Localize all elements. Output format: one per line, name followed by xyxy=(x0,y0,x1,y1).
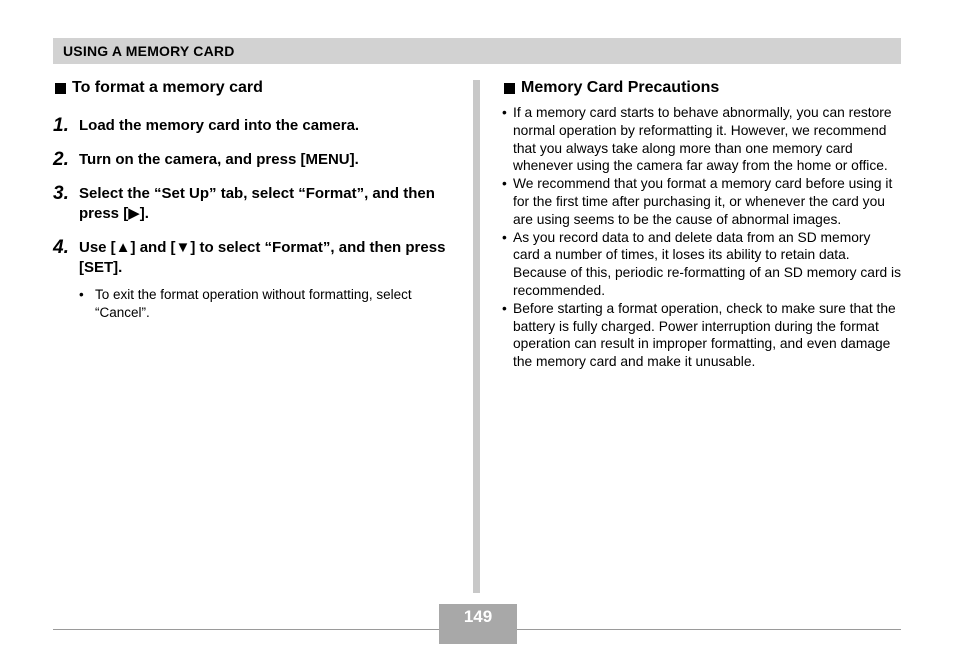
section-header-title: USING A MEMORY CARD xyxy=(63,43,235,59)
column-divider xyxy=(473,80,480,593)
step-text: Turn on the camera, and press [MENU]. xyxy=(79,151,359,168)
page-number-box xyxy=(439,604,517,644)
precautions-section-title xyxy=(502,78,902,98)
step-text: Select the “Set Up” tab, select “Format”, and then press [▶]. xyxy=(79,185,435,222)
step-item xyxy=(53,116,453,136)
precautions-section-title-text: Memory Card Precautions xyxy=(521,79,720,96)
page-number-tab xyxy=(439,629,517,644)
list-item-text: As you record data to and delete data from an SD memory card a number of times, it loses its ability to retain data. Because of this, periodic re-formatting of an SD memory card is recommended. xyxy=(513,229,902,298)
page-number: 149 xyxy=(439,604,517,629)
section-header-bar xyxy=(53,38,901,64)
list-item xyxy=(502,175,902,228)
precautions-column xyxy=(502,78,902,371)
step-number: 1. xyxy=(53,115,69,136)
format-steps xyxy=(53,116,453,322)
format-section-title xyxy=(53,78,453,98)
list-item-text: We recommend that you format a memory card before using it for the first time after purchasing it, or whenever the card you are using seems to be the cause of abnormal images. xyxy=(513,176,893,227)
square-bullet-icon xyxy=(504,83,515,94)
step-number: 4. xyxy=(53,237,69,258)
cancel-note xyxy=(79,286,453,322)
step-item xyxy=(53,184,453,224)
step-number: 3. xyxy=(53,183,69,204)
bullet-icon: • xyxy=(79,287,84,302)
square-bullet-icon xyxy=(55,83,66,94)
format-instructions-column xyxy=(53,78,453,322)
list-item xyxy=(502,300,902,371)
bullet-icon: • xyxy=(502,176,507,192)
format-section-title-text: To format a memory card xyxy=(72,79,263,96)
step-text: Load the memory card into the camera. xyxy=(79,117,360,134)
step-item xyxy=(53,238,453,278)
list-item xyxy=(502,104,902,175)
cancel-note-text: To exit the format operation without formatting, select “Cancel”. xyxy=(95,287,412,320)
bullet-icon: • xyxy=(502,105,507,120)
step-number: 2. xyxy=(53,149,69,170)
precautions-list xyxy=(502,104,902,371)
list-item-text: Before starting a format operation, check to make sure that the battery is fully charged. Power interruption during the format operation can result in improper formatting, and even damage the memory card and make it unusable. xyxy=(513,300,896,370)
step-item xyxy=(53,150,453,170)
bullet-icon: • xyxy=(502,300,507,316)
step-text: Use [▲] and [▼] to select “Format”, and then press [SET]. xyxy=(79,239,446,276)
list-item xyxy=(502,229,902,300)
bullet-icon: • xyxy=(502,229,507,245)
list-item-text: If a memory card starts to behave abnormally, you can restore normal operation by reformatting it. However, we recommend that you always take along more than one memory card whenever using the camera far away from the home or office. xyxy=(513,105,892,174)
